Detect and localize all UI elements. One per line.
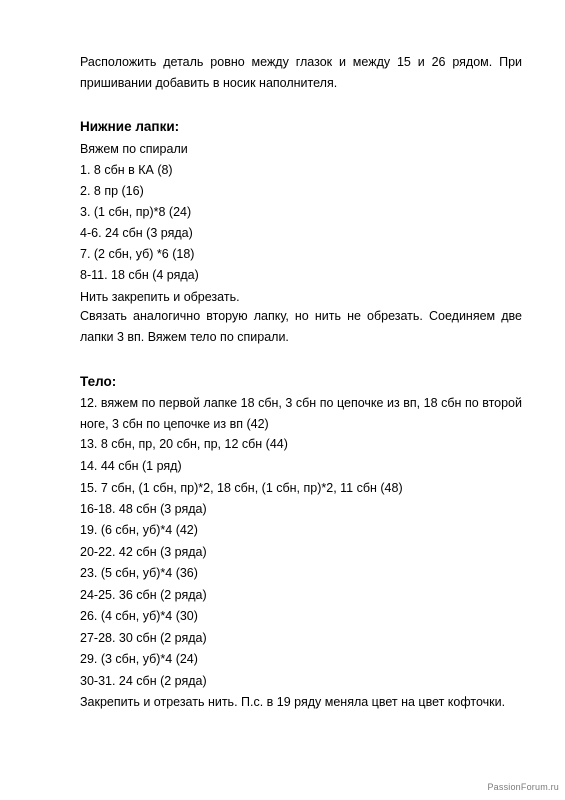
body-row-12: 12. вяжем по первой лапке 18 сбн, 3 сбн по цепочке из вп, 18 сбн по второй ноге, 3 сбн по цепочке из вп (42) xyxy=(80,396,522,431)
legs-line: 3. (1 сбн, пр)*8 (24) xyxy=(80,205,192,219)
legs-line: 1. 8 сбн в КА (8) xyxy=(80,163,173,177)
body-heading: Тело: xyxy=(80,374,117,389)
body-line: 16-18. 48 сбн (3 ряда) xyxy=(80,502,207,516)
legs-join-paragraph: Связать аналогично вторую лапку, но нить не обрезать. Соединяем две лапки 3 вп. Вяжем тело по спирали. xyxy=(80,309,522,344)
body-line: 23. (5 сбн, уб)*4 (36) xyxy=(80,566,198,580)
body-line: Закрепить и отрезать нить. П.с. в 19 ряду меняла цвет на цвет кофточки. xyxy=(80,695,506,709)
legs-line: 4-6. 24 сбн (3 ряда) xyxy=(80,226,193,240)
body-line: 29. (3 сбн, уб)*4 (24) xyxy=(80,652,198,666)
site-watermark: PassionForum.ru xyxy=(487,782,559,792)
body-line: 13. 8 сбн, пр, 20 сбн, пр, 12 сбн (44) xyxy=(80,437,288,451)
intro-paragraph: Расположить деталь ровно между глазок и между 15 и 26 рядом. При пришивании добавить в носик наполнителя. xyxy=(80,55,522,90)
legs-heading: Нижние лапки: xyxy=(80,119,180,134)
legs-line: 2. 8 пр (16) xyxy=(80,184,144,198)
body-line: 27-28. 30 сбн (2 ряда) xyxy=(80,631,207,645)
body-line: 20-22. 42 сбн (3 ряда) xyxy=(80,545,207,559)
body-line: 15. 7 сбн, (1 сбн, пр)*2, 18 сбн, (1 сбн, пр)*2, 11 сбн (48) xyxy=(80,481,403,495)
legs-line: Нить закрепить и обрезать. xyxy=(80,290,240,304)
body-line: 14. 44 сбн (1 ряд) xyxy=(80,459,182,473)
legs-line: 7. (2 сбн, уб) *6 (18) xyxy=(80,247,195,261)
body-line: 30-31. 24 сбн (2 ряда) xyxy=(80,674,207,688)
body-line: 24-25. 36 сбн (2 ряда) xyxy=(80,588,207,602)
body-line: 19. (6 сбн, уб)*4 (42) xyxy=(80,523,198,537)
legs-line: 8-11. 18 сбн (4 ряда) xyxy=(80,268,199,282)
body-line: 26. (4 сбн, уб)*4 (30) xyxy=(80,609,198,623)
legs-line: Вяжем по спирали xyxy=(80,142,188,156)
